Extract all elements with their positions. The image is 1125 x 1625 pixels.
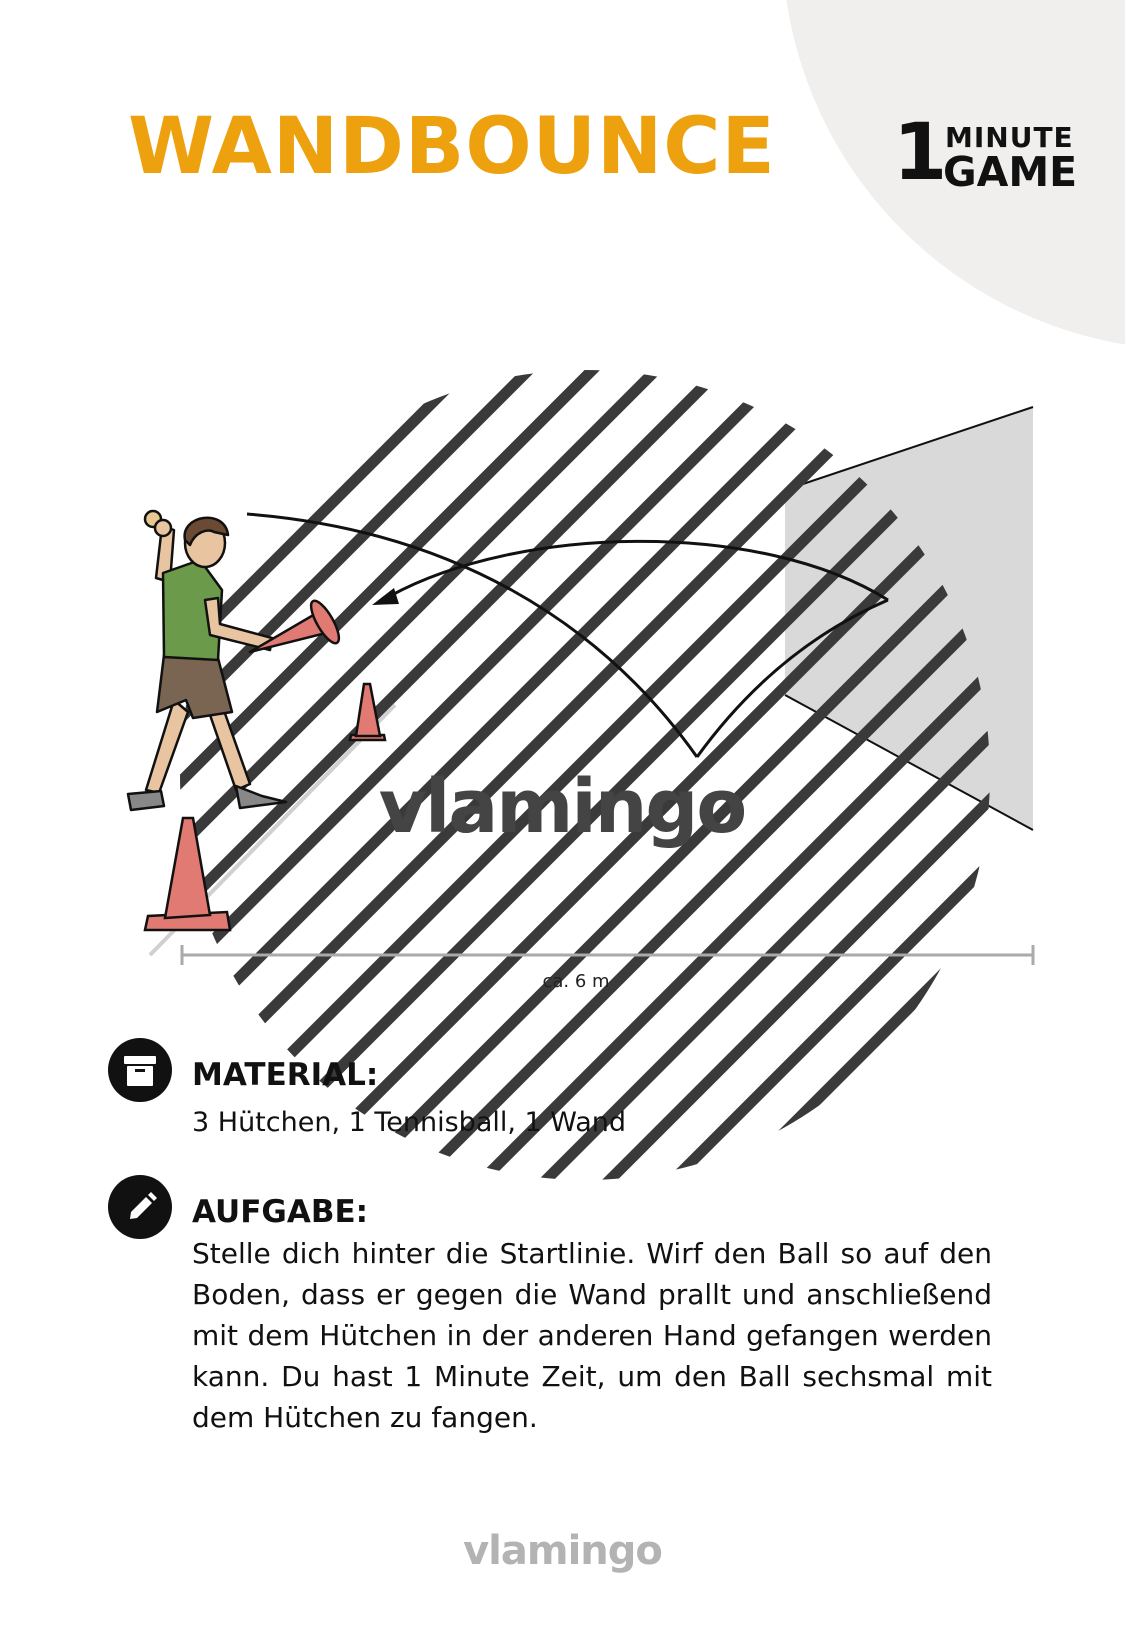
task-text: Stelle dich hinter die Startlinie. Wirf den Ball so auf den Boden, dass er gegen die Wand prallt und anschließend mit dem Hütchen in der anderen Hand gefangen werden kann. Du hast 1 Minute Zeit, um den Ball sechsmal mit dem Hütchen zu fangen. [192,1237,992,1434]
material-text: 3 Hütchen, 1 Tennisball, 1 Wand [192,1107,627,1138]
badge-game: GAME [943,148,1078,196]
badge-minute: MINUTE [945,121,1074,154]
task-title: AUFGABE: [192,1194,369,1230]
archive-box-icon [108,1038,172,1102]
badge-number: 1 [893,108,948,198]
footer-logo: vlamingo [463,1528,662,1574]
distance-label: ca. 6 m [542,971,610,992]
material-title: MATERIAL: [192,1057,379,1093]
pencil-icon [108,1175,172,1239]
vlamingo-watermark: vlamingo [378,764,746,850]
page-title: WANDBOUNCE [128,102,776,192]
